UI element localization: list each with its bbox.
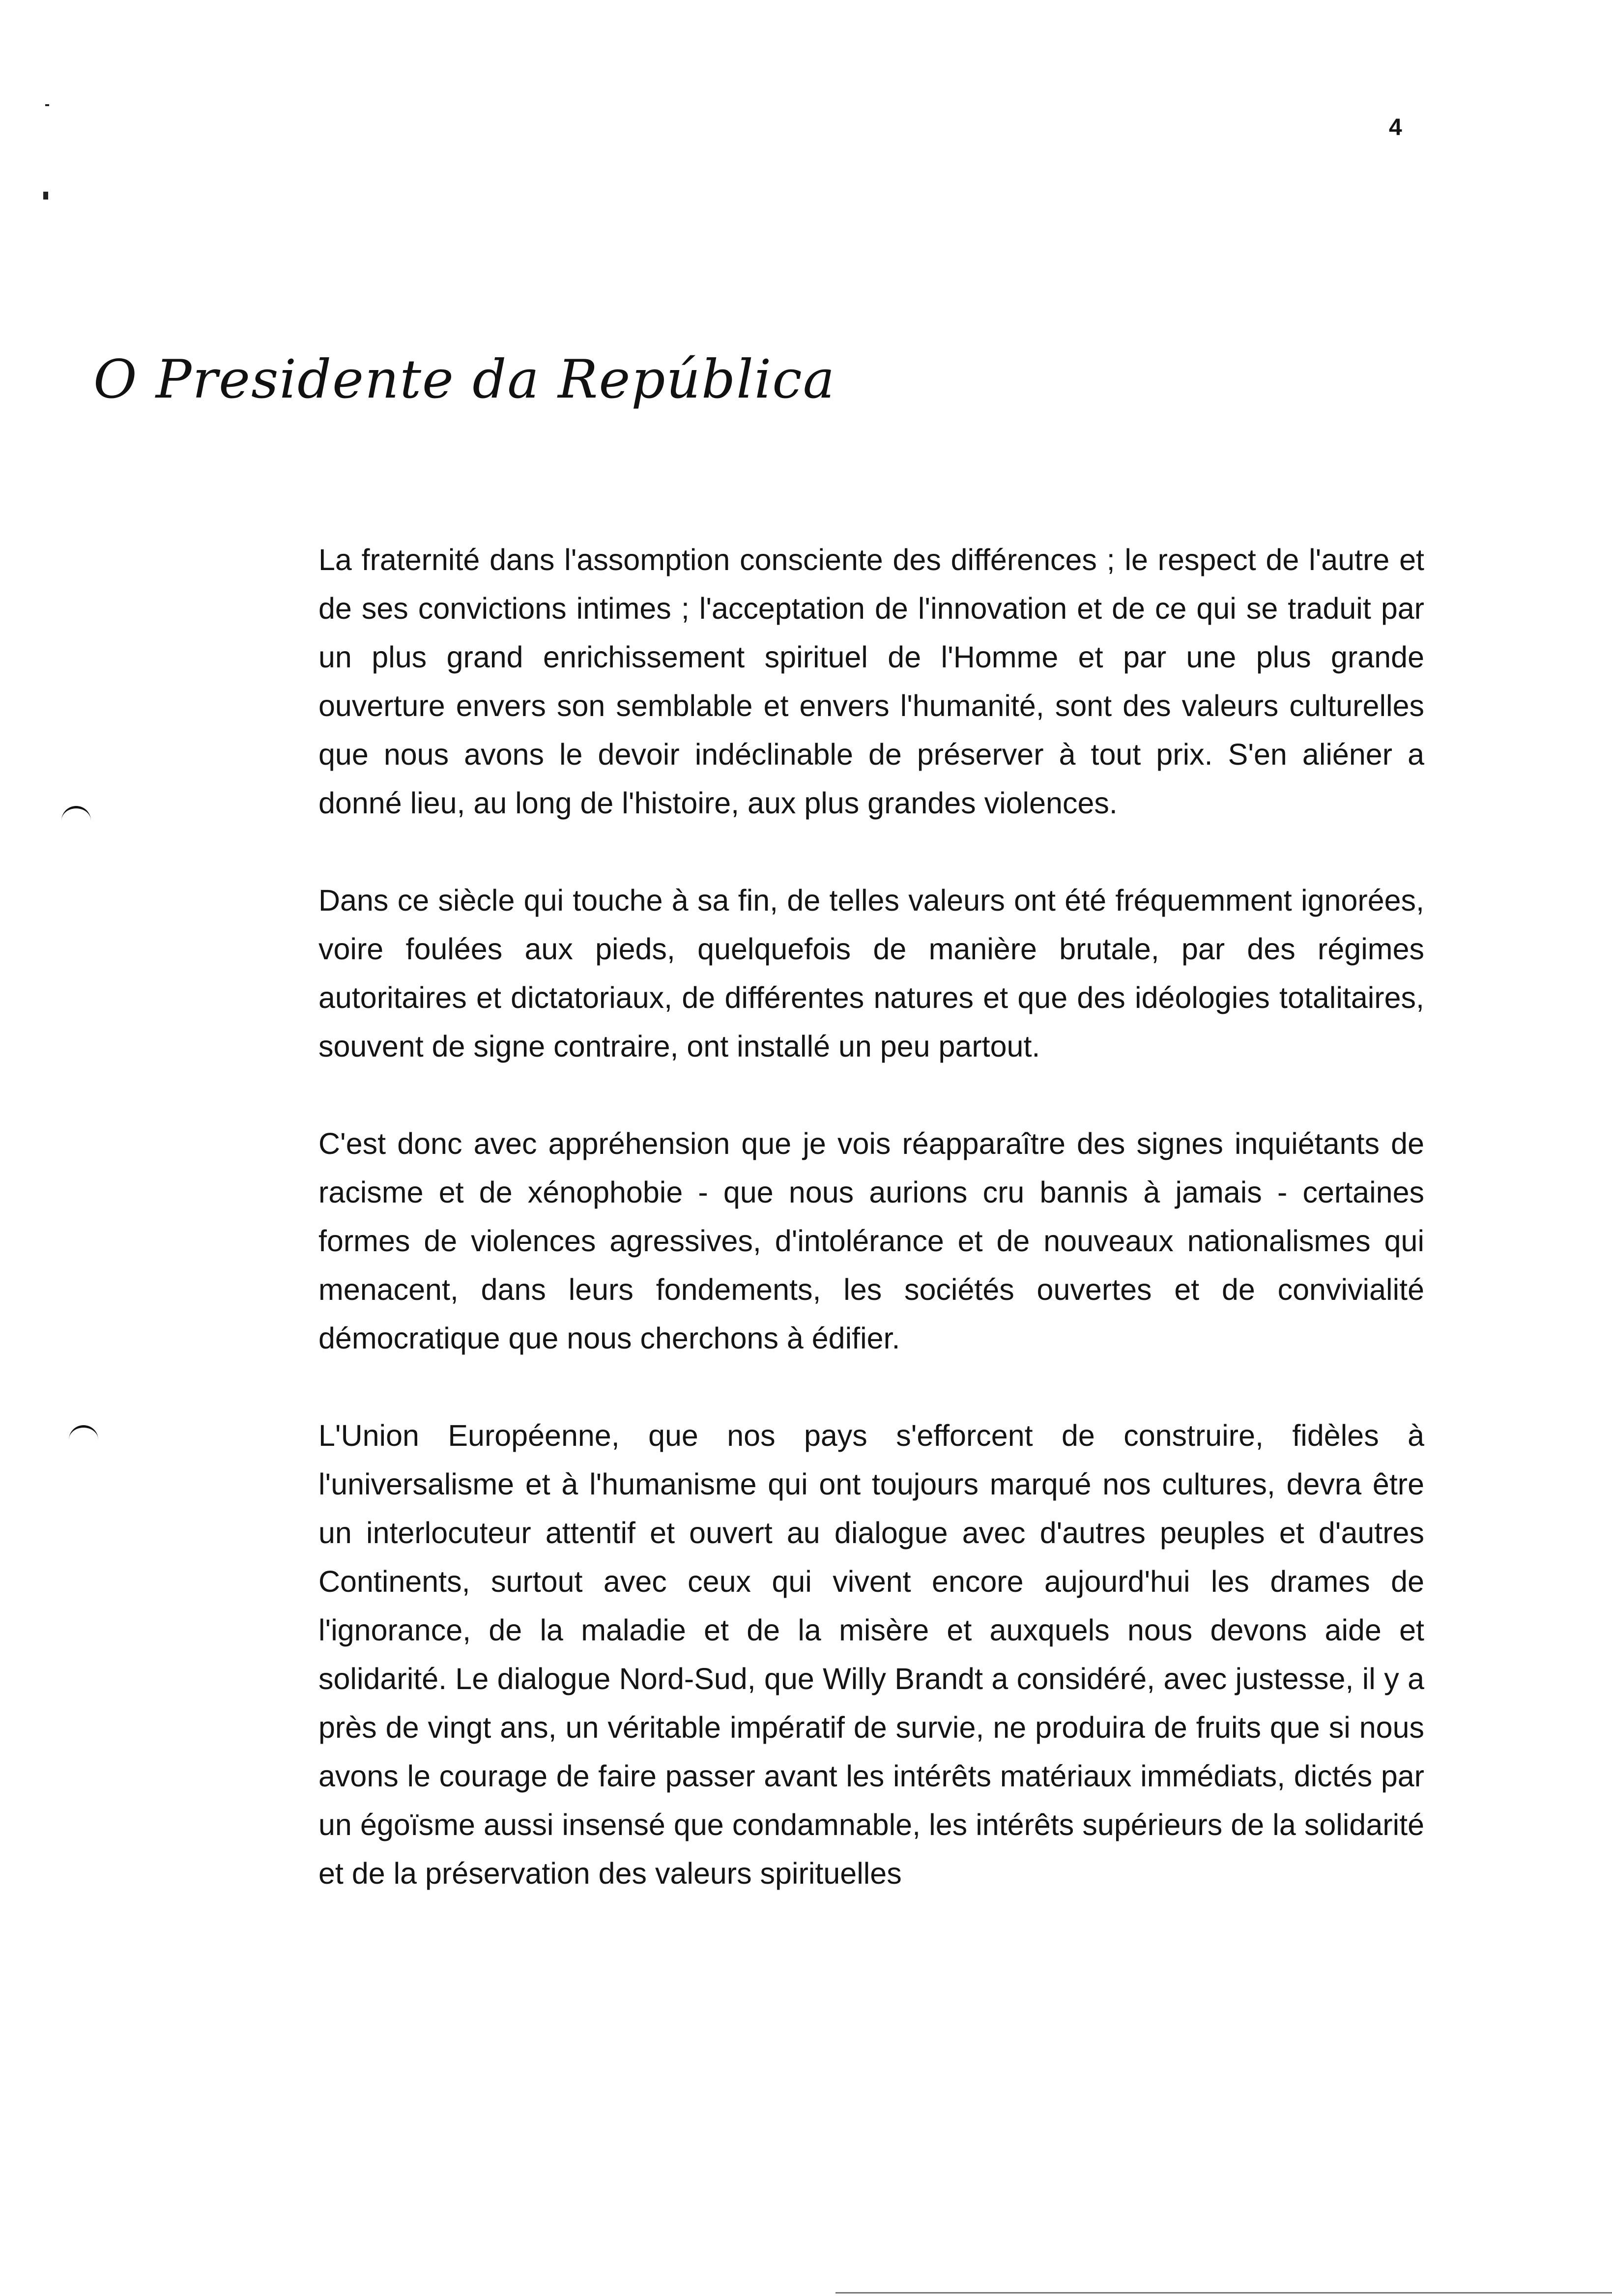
paragraph: La fraternité dans l'assomption consciente des différences ; le respect de l'autre et de ses convictions intimes ; l'acceptation de l'innovation et de ce qui se traduit par un plus grand enrichissement spirituel de l'Homme et par une plus grande ouverture envers son semblable et envers l'humanité, sont des valeurs culturelles que nous avons le devoir indéclinable de préserver à tout prix. S'en aliéner a donné lieu, au long de l'histoire, aux plus grandes violences. (318, 543, 1424, 820)
paragraph: L'Union Européenne, que nos pays s'efforcent de construire, fidèles à l'universalisme et à l'humanisme qui ont toujours marqué nos cultures, devra être un interlocuteur attentif et ouvert au dialogue avec d'autres peuples et d'autres Continents, surtout avec ceux qui vivent encore aujourd'hui les drames de l'ignorance, de la maladie et de la misère et auxquels nous devons aide et solidarité. Le dialogue Nord-Sud, que Willy Brandt a considéré, avec justesse, il y a près de vingt ans, un véritable impératif de survie, ne produira de fruits que si nous avons le courage de faire passer avant les intérêts matériaux immédiats, dictés par un égoïsme aussi insensé que condamnable, les intérêts supérieurs de la solidarité et de la préservation des valeurs spirituelles (318, 1419, 1424, 1890)
letterhead-title: O Presidente da República (93, 349, 836, 410)
body-text (318, 536, 1424, 1947)
binder-mark (61, 806, 91, 823)
binder-mark (69, 1425, 98, 1442)
scan-speck (45, 104, 49, 106)
page-number: 4 (1389, 115, 1402, 141)
scan-speck (43, 192, 48, 200)
paragraph: Dans ce siècle qui touche à sa fin, de telles valeurs ont été fréquemment ignorées, voire foulées aux pieds, quelquefois de manière brutale, par des régimes autoritaires et dictatoriaux, de différentes natures et que des idéologies totalitaires, souvent de signe contraire, ont installé un peu partout. (318, 884, 1424, 1063)
paragraph: C'est donc avec appréhension que je vois réapparaître des signes inquiétants de racisme et de xénophobie - que nous aurions cru bannis à jamais - certaines formes de violences agressives, d'intolérance et de nouveaux nationalismes qui menacent, dans leurs fondements, les sociétés ouvertes et de convivialité démocratique que nous cherchons à édifier. (318, 1127, 1424, 1355)
footer-rule (835, 2292, 1612, 2294)
